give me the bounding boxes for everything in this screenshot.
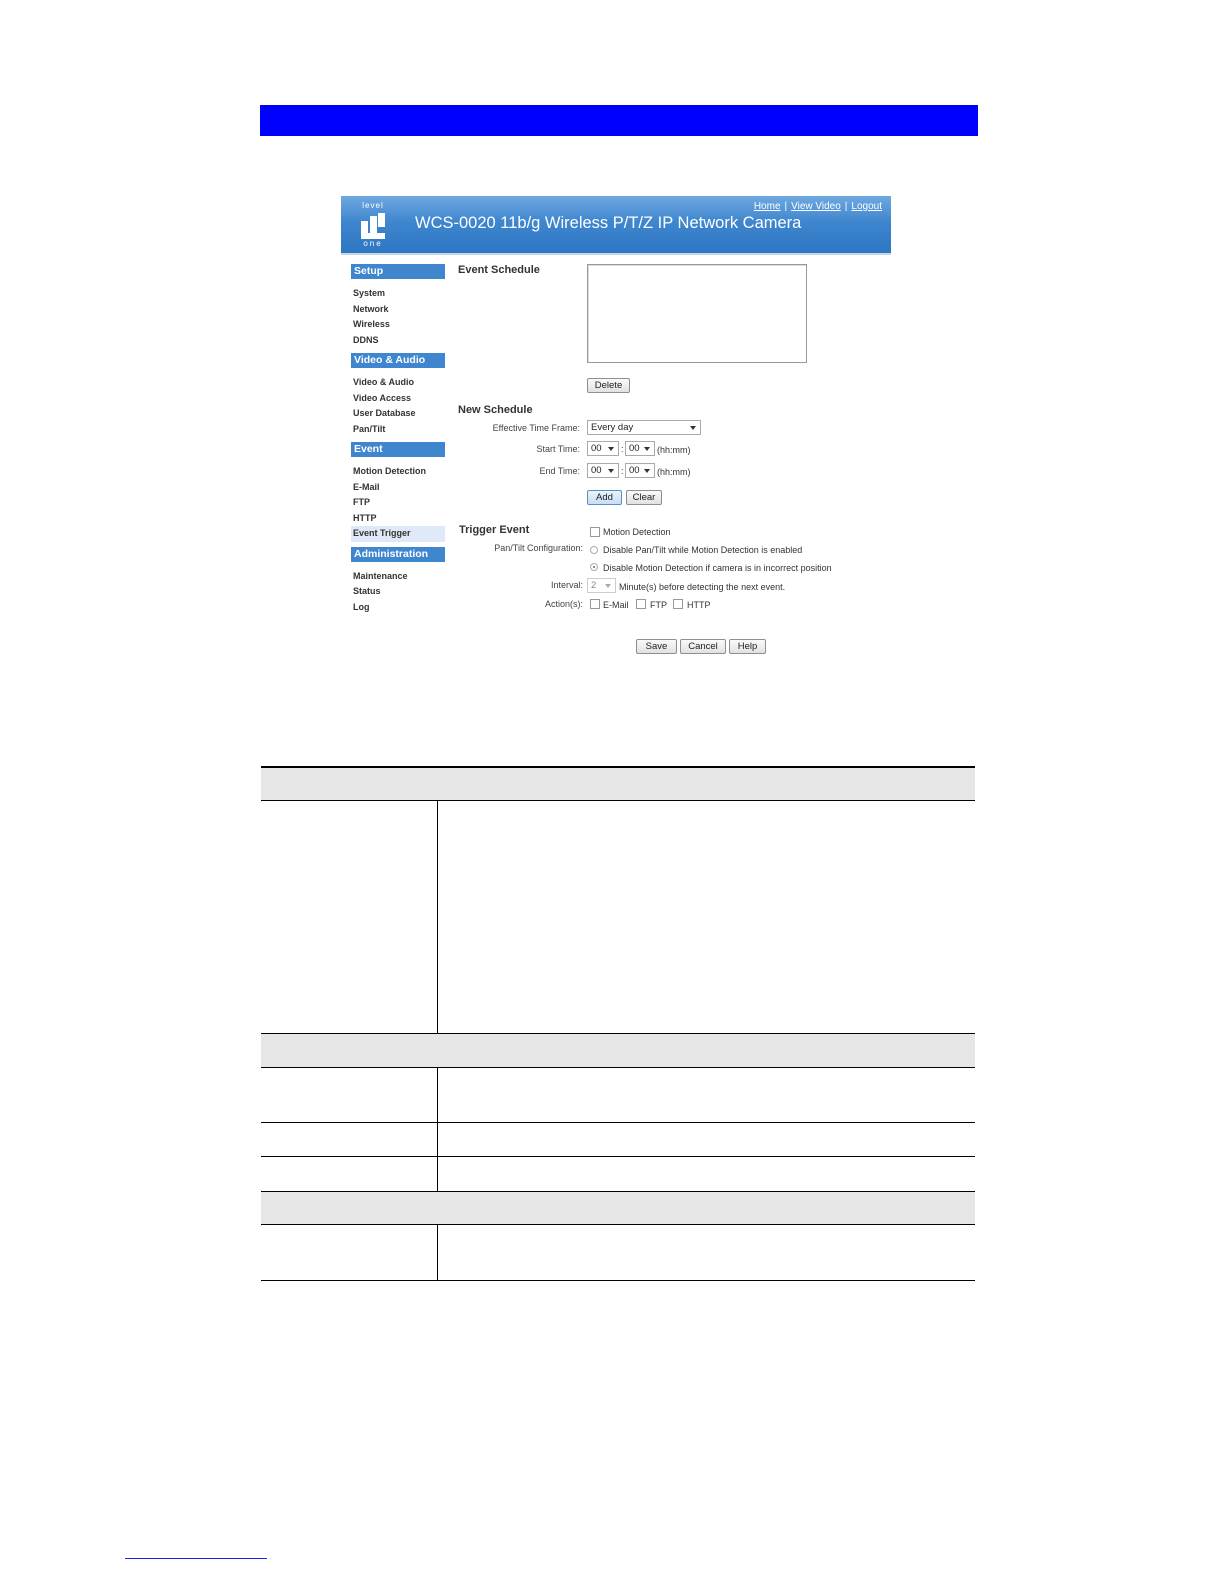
end-minute-value: 00 xyxy=(629,465,640,476)
sidebar-item-network[interactable]: Network xyxy=(353,303,389,314)
table-column-divider xyxy=(437,1067,438,1191)
table-header-row xyxy=(261,1033,975,1067)
logo-text-bottom: one xyxy=(363,239,383,248)
event-schedule-heading: Event Schedule xyxy=(458,264,540,276)
new-schedule-heading: New Schedule xyxy=(458,404,533,416)
action-http-checkbox[interactable] xyxy=(673,599,683,609)
actions-label: Action(s): xyxy=(544,599,583,609)
table-header-row xyxy=(261,766,975,800)
table-rule xyxy=(261,766,975,768)
clear-button[interactable]: Clear xyxy=(626,490,662,505)
interval-value: 2 xyxy=(591,580,597,591)
sidebar-item-email[interactable]: E-Mail xyxy=(353,481,380,492)
pan-tilt-option-1-label: Disable Pan/Tilt while Motion Detection is enabled xyxy=(603,545,803,555)
table-rule xyxy=(261,1156,975,1157)
sidebar-item-user-database[interactable]: User Database xyxy=(353,408,416,418)
sidebar-item-log[interactable]: Log xyxy=(353,601,370,612)
camera-web-ui-screenshot xyxy=(341,196,891,666)
table-rule xyxy=(261,1122,975,1123)
app-title: WCS-0020 11b/g Wireless P/T/Z IP Network Camera xyxy=(415,214,802,232)
link-separator: | xyxy=(844,201,848,212)
interval-label: Interval: xyxy=(550,580,583,590)
page-header-bar xyxy=(260,105,978,136)
levelone-logo xyxy=(356,202,390,248)
action-http-label: HTTP xyxy=(687,600,711,610)
action-ftp-checkbox[interactable] xyxy=(636,599,646,609)
trigger-event-heading: Trigger Event xyxy=(459,524,530,536)
sidebar-nav xyxy=(351,264,445,615)
end-time-label: End Time: xyxy=(539,466,580,476)
time-colon: : xyxy=(621,466,624,476)
table-rule xyxy=(261,1191,975,1192)
pan-tilt-option-2-label: Disable Motion Detection if camera is in incorrect position xyxy=(603,563,832,573)
start-hour-select[interactable] xyxy=(587,441,619,456)
sidebar-section-event: Event xyxy=(351,442,445,457)
table-rule xyxy=(261,1280,975,1281)
help-button[interactable]: Help xyxy=(729,639,766,654)
logout-link[interactable]: Logout xyxy=(851,201,882,212)
top-links xyxy=(754,201,882,212)
cancel-button[interactable]: Cancel xyxy=(680,639,726,654)
sidebar-item-system[interactable]: System xyxy=(353,288,386,298)
start-minute-select[interactable] xyxy=(625,441,655,456)
table-column-divider xyxy=(437,800,438,1033)
logo-text-top: level xyxy=(362,201,384,210)
save-button[interactable]: Save xyxy=(636,639,677,654)
end-hour-value: 00 xyxy=(591,465,602,476)
sidebar-item-maintenance[interactable]: Maintenance xyxy=(353,570,408,581)
time-colon: : xyxy=(621,444,624,454)
footnote-rule xyxy=(125,1558,267,1559)
sidebar-item-ftp[interactable]: FTP xyxy=(353,497,370,507)
view-video-link[interactable]: View Video xyxy=(791,201,841,212)
sidebar-item-pan-tilt[interactable]: Pan/Tilt xyxy=(353,423,386,434)
sidebar-item-video-audio[interactable]: Video & Audio xyxy=(353,377,415,387)
sidebar-item-event-trigger[interactable]: Event Trigger xyxy=(351,526,445,542)
sidebar-item-wireless[interactable]: Wireless xyxy=(353,319,390,329)
chevron-down-icon xyxy=(608,447,614,451)
start-time-label: Start Time: xyxy=(536,444,580,454)
chevron-down-icon xyxy=(644,469,650,473)
motion-detection-label: Motion Detection xyxy=(603,527,671,537)
table-column-divider xyxy=(437,1224,438,1280)
home-link[interactable]: Home xyxy=(753,201,781,212)
time-frame-label: Effective Time Frame: xyxy=(492,423,580,433)
chevron-down-icon xyxy=(644,447,650,451)
end-minute-select[interactable] xyxy=(625,463,655,478)
action-email-checkbox[interactable] xyxy=(590,599,600,609)
end-time-unit: (hh:mm) xyxy=(657,467,691,477)
table-rule xyxy=(261,800,975,801)
time-frame-select[interactable] xyxy=(587,420,701,435)
action-ftp-label: FTP xyxy=(650,600,667,610)
sidebar-item-status[interactable]: Status xyxy=(353,586,381,596)
motion-detection-checkbox[interactable] xyxy=(590,527,600,537)
end-hour-select[interactable] xyxy=(587,463,619,478)
pan-tilt-config-label: Pan/Tilt Configuration: xyxy=(494,543,583,553)
delete-button[interactable]: Delete xyxy=(587,378,630,393)
table-rule xyxy=(261,1067,975,1068)
table-header-row xyxy=(261,1191,975,1225)
chevron-down-icon xyxy=(690,426,696,430)
start-minute-value: 00 xyxy=(629,443,640,454)
table-rule xyxy=(261,1033,975,1034)
time-frame-value: Every day xyxy=(591,422,634,433)
interval-select[interactable] xyxy=(587,578,616,593)
chevron-down-icon xyxy=(608,469,614,473)
link-separator: | xyxy=(784,201,788,212)
start-hour-value: 00 xyxy=(591,443,602,454)
app-header xyxy=(341,196,891,255)
start-time-unit: (hh:mm) xyxy=(657,445,691,455)
interval-suffix: Minute(s) before detecting the next event. xyxy=(619,582,786,592)
sidebar-item-motion-detection[interactable]: Motion Detection xyxy=(353,466,426,476)
sidebar-section-video-audio: Video & Audio xyxy=(351,353,445,368)
table-rule xyxy=(261,1224,975,1225)
logo-mark-icon xyxy=(361,213,385,239)
pan-tilt-option-2-radio[interactable] xyxy=(590,563,598,571)
sidebar-section-administration: Administration xyxy=(351,547,445,562)
add-button[interactable]: Add xyxy=(587,490,622,505)
sidebar-item-ddns[interactable]: DDNS xyxy=(353,334,379,345)
pan-tilt-option-1-radio[interactable] xyxy=(590,546,598,554)
event-schedule-list[interactable] xyxy=(587,264,807,363)
sidebar-item-video-access[interactable]: Video Access xyxy=(353,392,412,403)
action-email-label: E-Mail xyxy=(603,600,629,610)
sidebar-section-setup: Setup xyxy=(351,264,445,279)
sidebar-item-http[interactable]: HTTP xyxy=(353,512,377,523)
chevron-down-icon xyxy=(605,584,611,588)
